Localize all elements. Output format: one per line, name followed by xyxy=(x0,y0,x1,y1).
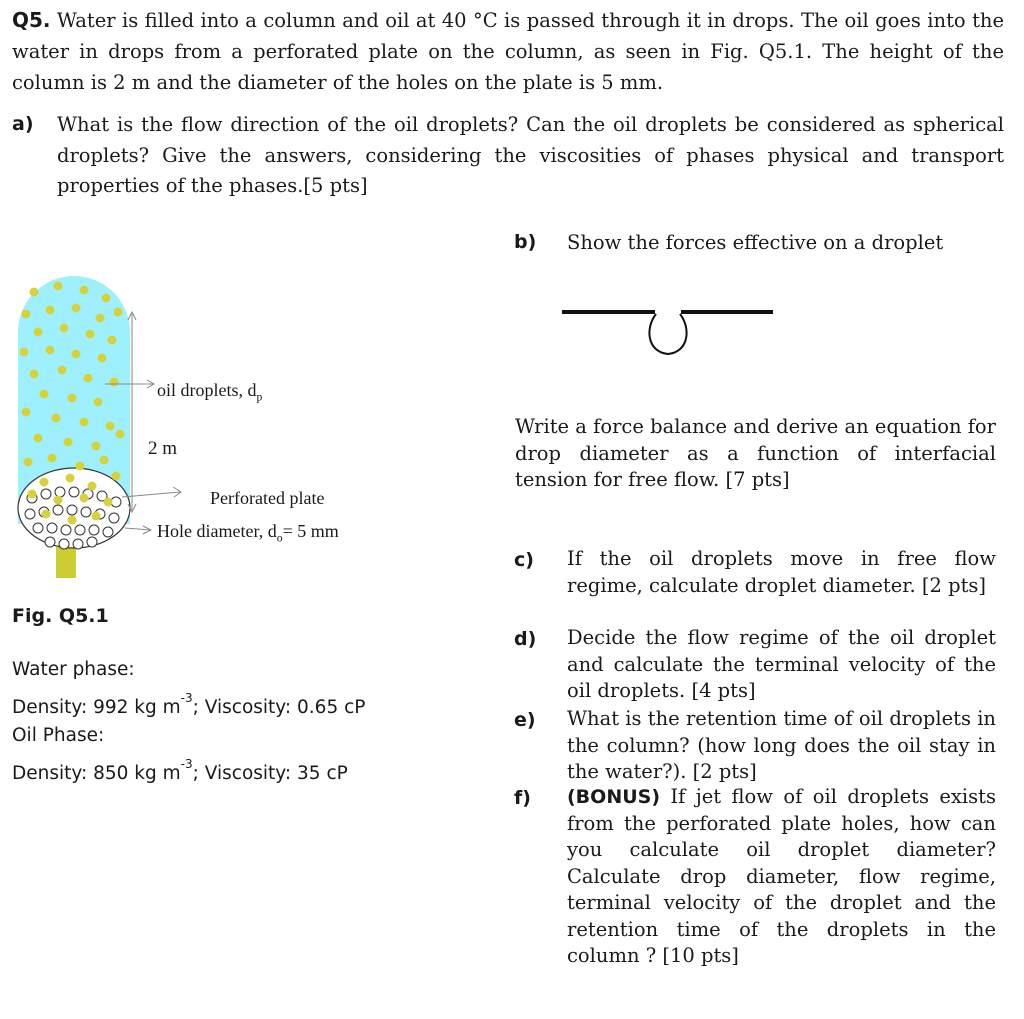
part-f-text xyxy=(567,784,996,970)
oil-phase-block xyxy=(12,722,348,788)
oil-droplet xyxy=(34,434,43,443)
plate-hole xyxy=(61,525,71,535)
plate-hole xyxy=(87,537,97,547)
part-f-body: If jet flow of oil droplets exists from the perforated plate holes, how can you calculate oil droplet diameter? Calculate drop diameter, flow regime, terminal velocity of the droplet and the retention time of the droplets in the column ? [10 pts] xyxy=(567,785,996,967)
oil-droplet xyxy=(48,454,57,463)
water-density-exp: -3 xyxy=(180,691,193,705)
oil-droplet xyxy=(64,438,73,447)
part-b2-text: Write a force balance and derive an equation for drop diameter as a function of interfacial tension for free flow. [7 pts] xyxy=(515,415,996,491)
plate-hole xyxy=(47,523,57,533)
hole-label xyxy=(157,521,339,545)
oil-droplet xyxy=(24,458,33,467)
part-d-label: d) xyxy=(514,628,537,650)
plate-leader-line xyxy=(122,492,180,497)
plate-hole xyxy=(67,505,77,515)
part-c-text: If the oil droplets move in free flow regime, calculate droplet diameter. [2 pts] xyxy=(567,547,996,597)
plate-hole xyxy=(69,487,79,497)
oil-droplet xyxy=(110,378,119,387)
plate-hole xyxy=(33,523,43,533)
oil-phase-properties xyxy=(12,750,348,788)
part-f-label: f) xyxy=(514,787,531,809)
hanging-droplet xyxy=(649,314,686,354)
oil-droplet xyxy=(30,288,39,297)
oil-droplet xyxy=(54,282,63,291)
oil-density: Density: 850 kg m xyxy=(12,763,181,785)
oil-droplet xyxy=(116,430,125,439)
oil-inlet-pipe xyxy=(56,547,76,578)
oil-droplet xyxy=(114,308,123,317)
part-e-label: e) xyxy=(514,709,536,731)
part-b-text: Show the forces effective on a droplet xyxy=(567,231,944,254)
hole-label-sub: o xyxy=(276,531,283,545)
oil-droplet xyxy=(66,474,75,483)
figure-caption: Fig. Q5.1 xyxy=(12,605,109,627)
plate-hole xyxy=(45,537,55,547)
oil-droplet xyxy=(68,516,77,525)
oil-droplet xyxy=(20,348,29,357)
oil-droplet xyxy=(54,496,63,505)
hole-label-value: = 5 mm xyxy=(282,521,339,541)
water-phase-title: Water phase: xyxy=(12,659,135,680)
part-a-label: a) xyxy=(12,113,34,135)
oil-droplet xyxy=(100,456,109,465)
oil-viscosity: ; Viscosity: 35 cP xyxy=(192,763,348,785)
question-number: Q5. xyxy=(12,8,51,32)
part-f-bonus: (BONUS) xyxy=(567,786,661,808)
oil-density-exp: -3 xyxy=(180,757,193,771)
height-label: 2 m xyxy=(148,438,178,459)
oil-droplet xyxy=(68,394,77,403)
oil-droplet xyxy=(84,374,93,383)
hole-label-text: Hole diameter, d xyxy=(157,521,277,541)
plate-hole xyxy=(59,539,69,549)
oil-droplet xyxy=(80,494,89,503)
oil-droplet xyxy=(92,512,101,521)
water-phase-properties xyxy=(12,684,365,722)
oil-phase-title: Oil Phase: xyxy=(12,725,105,746)
plate-hole xyxy=(103,527,113,537)
oil-droplet xyxy=(80,286,89,295)
oil-droplet xyxy=(108,336,117,345)
part-e-text: What is the retention time of oil droplets in the column? (how long does the oil stay in the water?). [2 pts] xyxy=(567,707,996,783)
oil-droplet xyxy=(88,482,97,491)
part-a-text: What is the flow direction of the oil droplets? Can the oil droplets be considered as spherical droplets? Give the answers, considering the viscosities of phases physical and transport properties of the phases.[5 pts] xyxy=(57,113,1004,197)
part-c-label: c) xyxy=(514,549,534,571)
plate-hole xyxy=(41,489,51,499)
plate-hole xyxy=(73,539,83,549)
oil-droplet xyxy=(30,370,39,379)
oil-droplet xyxy=(106,422,115,431)
droplets-label xyxy=(157,380,262,404)
plate-hole xyxy=(81,507,91,517)
oil-droplet xyxy=(86,330,95,339)
plate-hole xyxy=(55,487,65,497)
water-phase-block xyxy=(12,656,365,722)
droplet-sketch xyxy=(555,300,785,360)
part-b-label: b) xyxy=(514,231,537,253)
oil-droplet xyxy=(96,314,105,323)
oil-droplet xyxy=(42,510,51,519)
oil-droplet xyxy=(52,414,61,423)
oil-droplet xyxy=(92,442,101,451)
oil-droplet xyxy=(60,324,69,333)
plate-hole xyxy=(25,509,35,519)
oil-droplet xyxy=(46,346,55,355)
oil-droplet xyxy=(80,418,89,427)
plate-hole xyxy=(109,513,119,523)
question-intro-text: Water is filled into a column and oil at 40 °C is passed through it in drops. The oil goes into the water in drops from a perforated plate on the column, as seen in Fig. Q5.1. The height of the column is 2 m and the diameter of the holes on the plate is 5 mm. xyxy=(12,9,1004,94)
oil-droplet xyxy=(72,304,81,313)
water-viscosity: ; Viscosity: 0.65 cP xyxy=(192,697,366,719)
oil-droplet xyxy=(112,472,121,481)
oil-droplet xyxy=(40,390,49,399)
oil-droplet xyxy=(34,328,43,337)
plate-label: Perforated plate xyxy=(210,488,325,508)
oil-droplet xyxy=(28,490,37,499)
plate-hole xyxy=(53,505,63,515)
oil-droplet xyxy=(46,306,55,315)
water-density: Density: 992 kg m xyxy=(12,697,181,719)
part-d-text: Decide the flow regime of the oil droplet and calculate the terminal velocity of the oil droplets. [4 pts] xyxy=(567,626,996,702)
oil-droplet xyxy=(94,398,103,407)
droplets-label-text: oil droplets, d xyxy=(157,380,257,400)
oil-droplet xyxy=(22,408,31,417)
oil-droplet xyxy=(102,294,111,303)
oil-droplet xyxy=(72,350,81,359)
plate-hole xyxy=(75,525,85,535)
oil-droplet xyxy=(76,462,85,471)
droplets-label-sub: p xyxy=(256,390,263,404)
oil-droplet xyxy=(58,366,67,375)
oil-droplet xyxy=(40,478,49,487)
oil-droplet xyxy=(22,310,31,319)
oil-droplet xyxy=(98,354,107,363)
oil-droplet xyxy=(104,498,113,507)
question-intro xyxy=(12,5,1004,98)
hole-leader-line xyxy=(125,528,150,530)
plate-hole xyxy=(89,525,99,535)
